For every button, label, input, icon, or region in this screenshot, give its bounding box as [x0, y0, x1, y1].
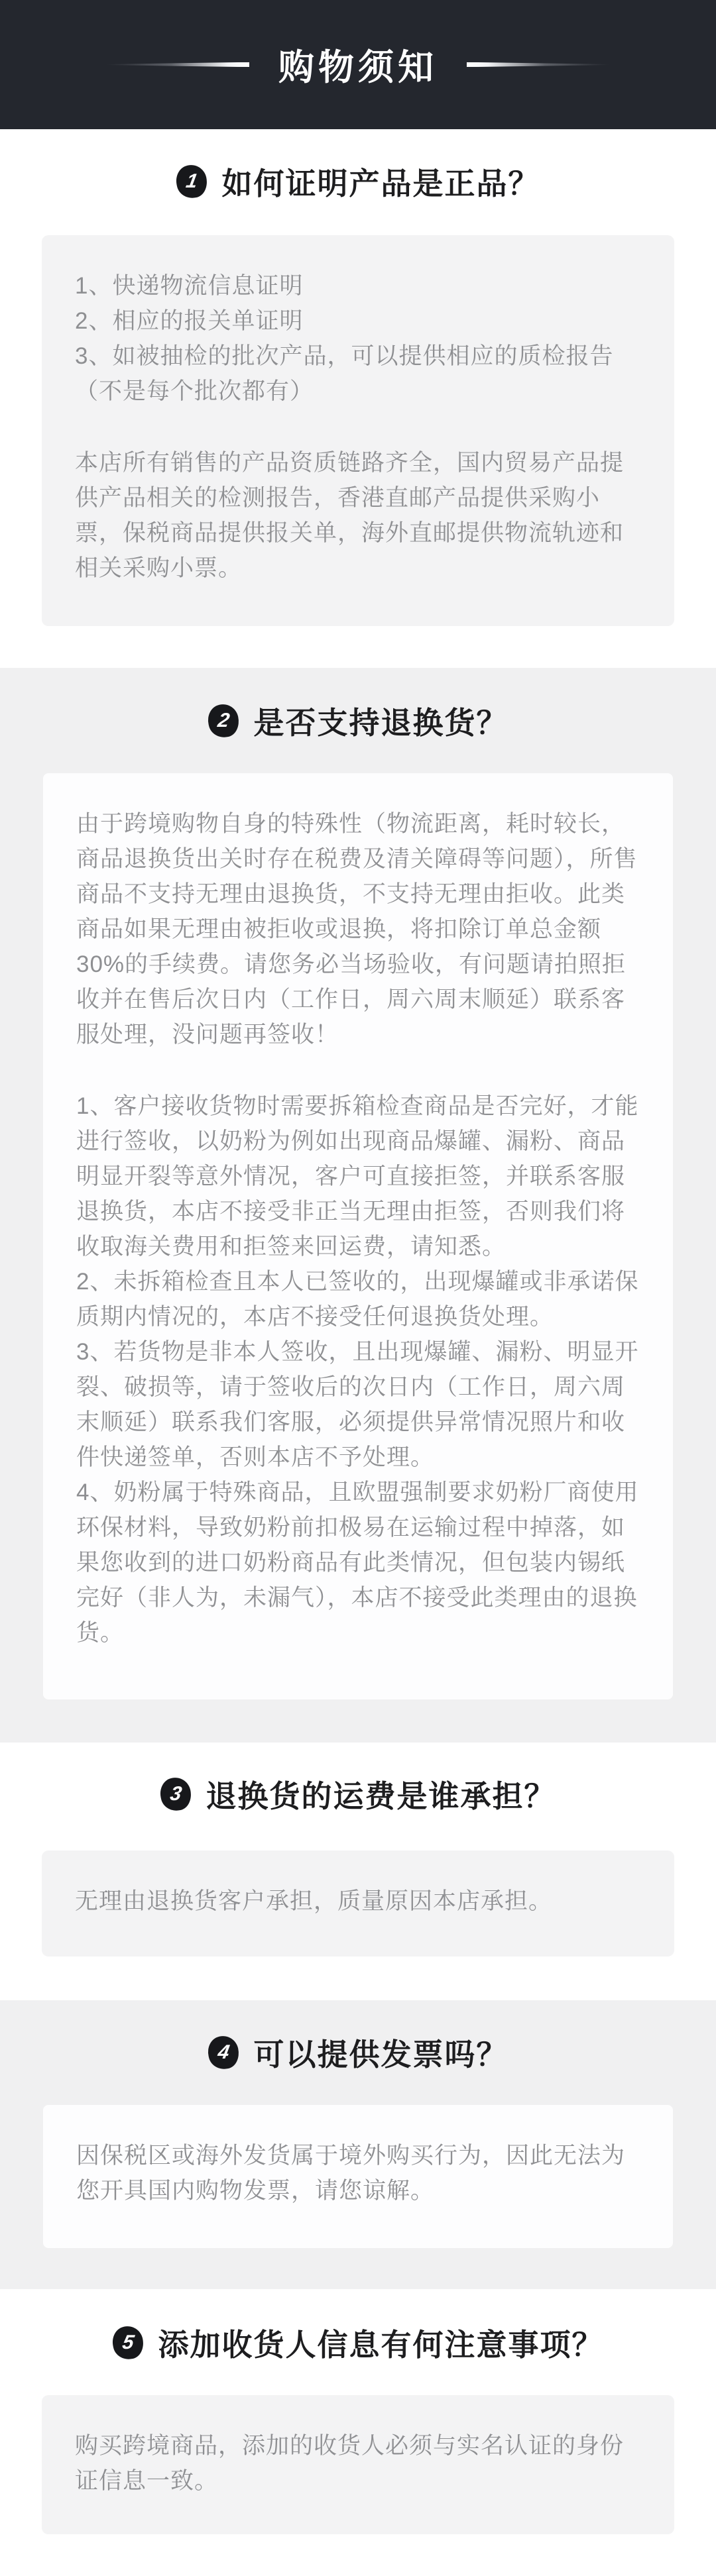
section-3-body-box — [42, 1851, 674, 1957]
title-decor-line-right-icon — [467, 62, 609, 67]
section-3-heading — [0, 1776, 716, 1813]
section-1-paragraph: 本店所有销售的产品资质链路齐全，国内贸易产品提供产品相关的检测报告，香港直邮产品提供采购小票，保税商品提供报关单，海外直邮提供物流轨迹和相关采购小票。 — [75, 450, 625, 581]
section-3-number: 3 — [168, 1783, 183, 1805]
section-1-heading — [0, 163, 716, 200]
section-4-paragraph: 因保税区或海外发货属于境外购买行为，因此无法为您开具国内购物发票，请您谅解。 — [76, 2143, 626, 2204]
section-4-body-box — [43, 2105, 673, 2248]
section-5-heading — [0, 2324, 716, 2361]
section-3-paragraph: 无理由退换货客户承担，质量原因本店承担。 — [75, 1888, 553, 1914]
section-2-number-badge-icon — [205, 702, 241, 740]
section-shipping-cost — [0, 1776, 716, 1957]
header-bar — [0, 0, 716, 129]
section-1-number: 1 — [184, 170, 199, 192]
section-4-number-badge-icon — [205, 2033, 241, 2072]
section-5-question: 添加收货人信息有何注意事项？ — [158, 2328, 604, 2362]
section-2-heading — [0, 702, 716, 739]
section-2-list-item: 3、若货物是非本人签收，且出现爆罐、漏粉、明显开裂、破损等，请于签收后的次日内（工作日，周六周末顺延）联系我们客服，必须提供异常情况照片和收件快递签单，否则本店不予处理。 — [76, 1339, 639, 1470]
section-1-list-item: 2、相应的报关单证明 — [75, 308, 304, 334]
title-decor-line-left-icon — [107, 62, 249, 67]
page-title: 购物须知 — [278, 48, 438, 87]
section-2-list-item: 1、客户接收货物时需要拆箱检查商品是否完好，才能进行签收，以奶粉为例如出现商品爆罐、漏粉、商品明显开裂等意外情况，客户可直接拒签，并联系客服退换货，本店不接受非正当无理由拒签，否则我们将收取海关费用和拒签来回运费，请知悉。 — [76, 1093, 639, 1260]
section-2-body-box — [43, 773, 673, 1699]
section-4-number: 4 — [215, 2041, 231, 2063]
section-authenticity — [0, 163, 716, 626]
section-3-question: 退换货的运费是谁承担？ — [206, 1779, 556, 1813]
section-invoice — [0, 2000, 716, 2289]
section-2-paragraph: 由于跨境购物自身的特殊性（物流距离，耗时较长，商品退换货出关时存在税费及清关障碍等问题），所售商品不支持无理由退换货，不支持无理由拒收。此类商品如果无理由被拒收或退换，将扣除订单总金额30%的手续费。请您务必当场验收，有问题请拍照拒收并在售后次日内（工作日，周六周末顺延）联系客服处理，没问题再签收！ — [76, 811, 638, 1047]
section-1-question: 如何证明产品是正品？ — [221, 166, 540, 201]
section-2-list-item: 4、奶粉属于特殊商品，且欧盟强制要求奶粉厂商使用环保材料，导致奶粉前扣极易在运输过程中掉落，如果您收到的进口奶粉商品有此类情况，但包装内锡纸完好（非人为，未漏气），本店不接受此类理由的退换货。 — [76, 1479, 639, 1646]
section-1-body-box — [42, 235, 674, 626]
section-1-list-item: 3、如被抽检的批次产品，可以提供相应的质检报告（不是每个批次都有） — [75, 343, 614, 404]
section-1-number-badge-icon — [173, 162, 209, 201]
section-2-question: 是否支持退换货？ — [253, 706, 508, 740]
section-4-question: 可以提供发票吗？ — [253, 2037, 508, 2072]
section-5-body-box — [42, 2395, 674, 2534]
section-5-number: 5 — [120, 2332, 135, 2353]
section-2-list-item: 2、未拆箱检查且本人已签收的，出现爆罐或非承诺保质期内情况的，本店不接受任何退换货处理。 — [76, 1269, 639, 1330]
section-returns — [0, 668, 716, 1743]
section-1-list-item: 1、快递物流信息证明 — [75, 273, 304, 299]
section-3-number-badge-icon — [157, 1775, 194, 1813]
section-5-number-badge-icon — [109, 2324, 146, 2362]
section-4-heading — [0, 2034, 716, 2071]
section-5-paragraph: 购买跨境商品，添加的收货人必须与实名认证的身份证信息一致。 — [75, 2433, 625, 2494]
section-recipient-info — [0, 2324, 716, 2534]
section-2-number: 2 — [215, 710, 231, 731]
